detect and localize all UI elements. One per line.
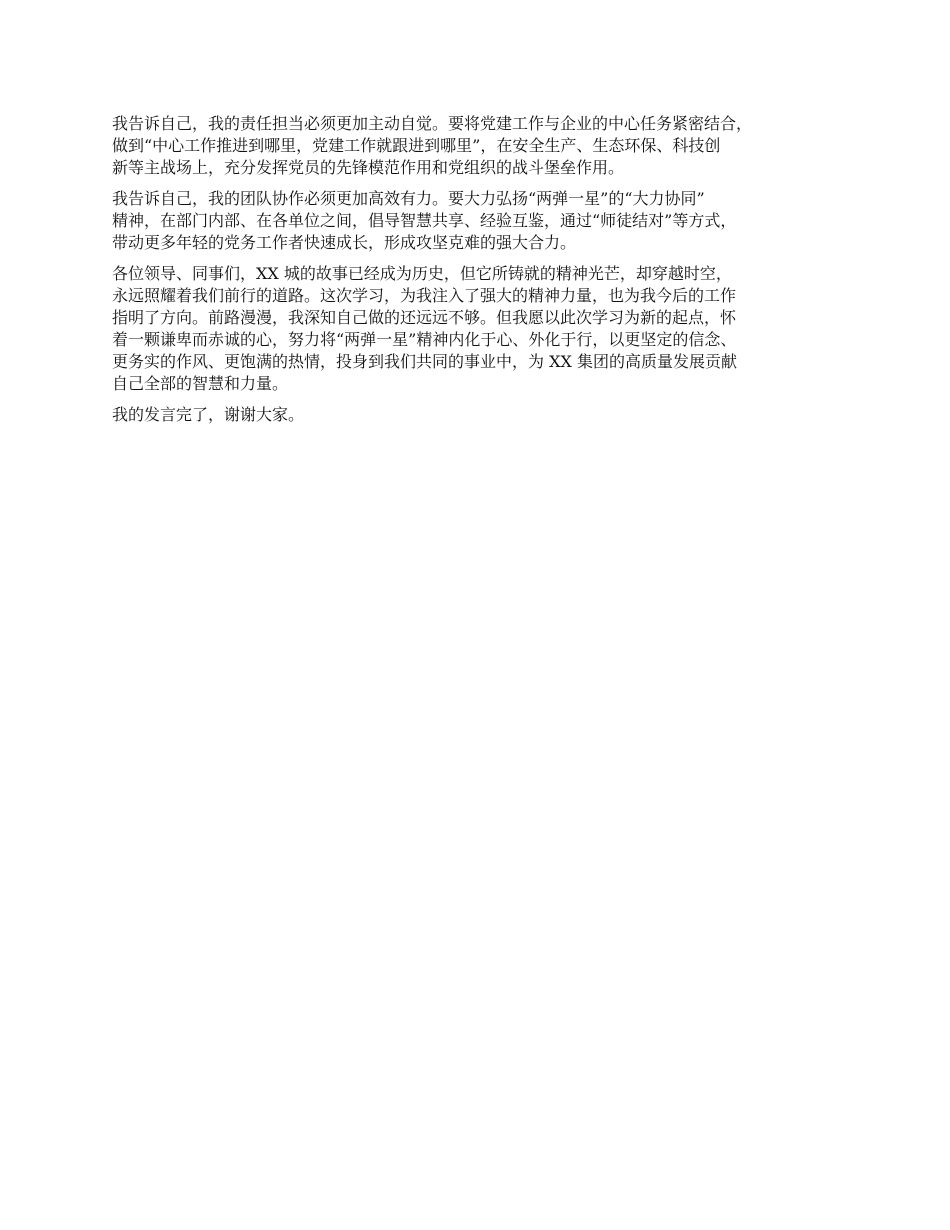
paragraph-thanks xyxy=(112,404,857,426)
document-body xyxy=(112,113,857,435)
text-line: 我告诉自己，我的责任担当必须更加主动自觉。要将党建工作与企业的中心任务紧密结合， xyxy=(112,114,753,133)
text-line: 着一颗谦卑而赤诚的心，努力将“两弹一星”精神内化于心、外化于行，以更坚定的信念、 xyxy=(112,330,737,349)
text-line: 更务实的作风、更饱满的热情，投身到我们共同的事业中，为 XX 集团的高质量发展贡献 xyxy=(112,352,737,371)
paragraph-closing-reflection xyxy=(112,263,857,395)
text-line: 我的发言完了，谢谢大家。 xyxy=(112,405,305,424)
text-line: 做到“中心工作推进到哪里，党建工作就跟进到哪里”，在安全生产、生态环保、科技创 xyxy=(112,136,721,155)
text-line: 指明了方向。前路漫漫，我深知自己做的还远远不够。但我愿以此次学习为新的起点，怀 xyxy=(112,308,737,327)
text-line: 新等主战场上，充分发挥党员的先锋模范作用和党组织的战斗堡垒作用。 xyxy=(112,158,625,177)
text-line: 我告诉自己，我的团队协作必须更加高效有力。要大力弘扬“两弹一星”的“大力协同” xyxy=(112,189,705,208)
paragraph-teamwork xyxy=(112,188,857,254)
text-line: 各位领导、同事们，XX 城的故事已经成为历史，但它所铸就的精神光芒，却穿越时空， xyxy=(112,264,732,283)
text-line: 带动更多年轻的党务工作者快速成长，形成攻坚克难的强大合力。 xyxy=(112,233,577,252)
paragraph-responsibility xyxy=(112,113,857,179)
text-line: 自己全部的智慧和力量。 xyxy=(112,374,289,393)
text-line: 精神，在部门内部、在各单位之间，倡导智慧共享、经验互鉴，通过“师徒结对”等方式， xyxy=(112,211,737,230)
text-line: 永远照耀着我们前行的道路。这次学习，为我注入了强大的精神力量，也为我今后的工作 xyxy=(112,286,737,305)
